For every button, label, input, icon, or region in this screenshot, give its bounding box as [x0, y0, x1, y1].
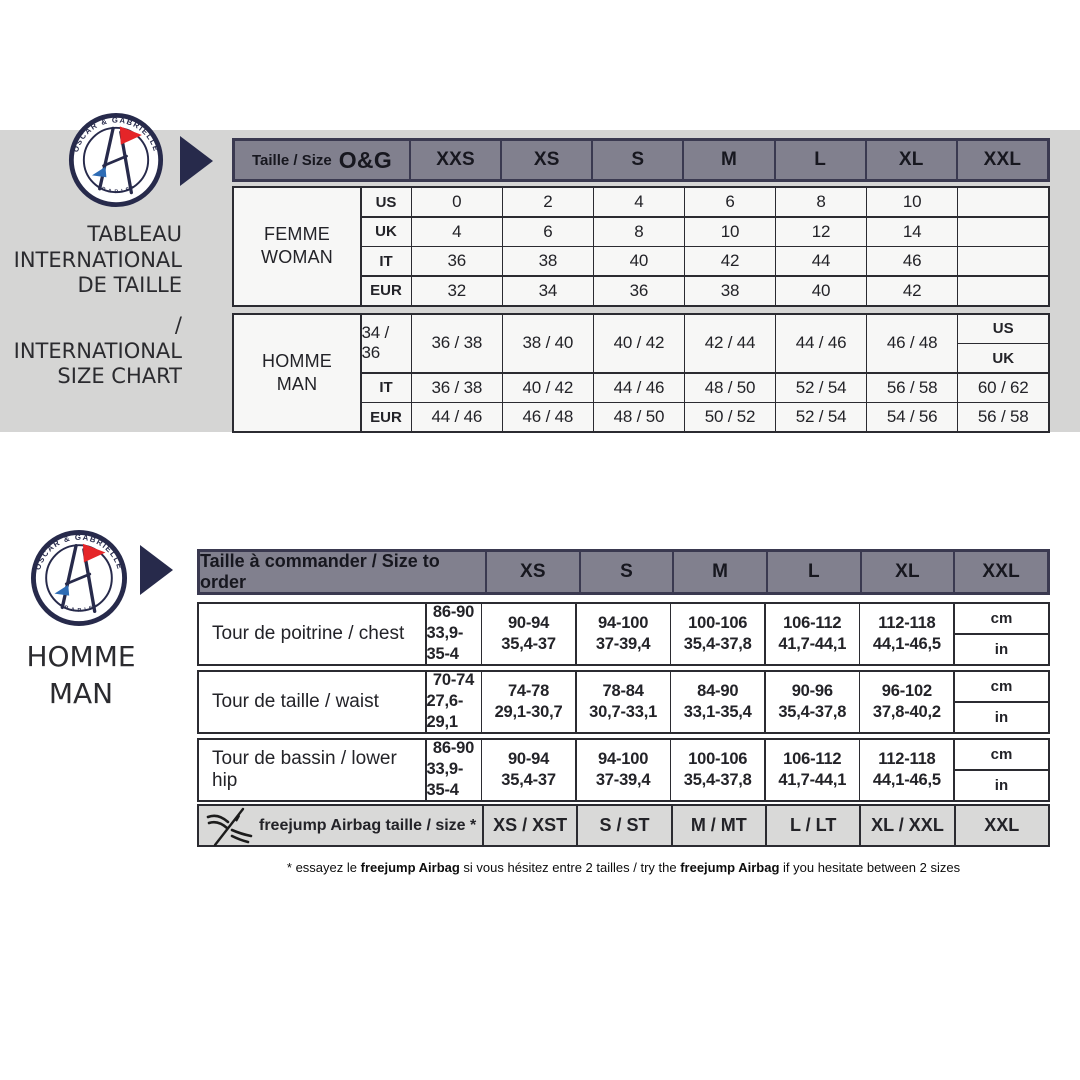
size-hesitation-footnote — [197, 860, 1050, 875]
cm-range: 86-90 — [432, 603, 475, 622]
measurement-value-cell — [482, 604, 575, 664]
footnote-segment: if you hesitate between 2 sizes — [779, 860, 961, 875]
size-column-header: S — [591, 141, 682, 179]
footnote-segment: freejump Airbag — [360, 860, 460, 875]
airbag-label-text: freejump Airbag taille / size * — [259, 816, 477, 834]
footnote-segment: * essayez le — [286, 860, 361, 875]
size-value-cell: 0 — [412, 188, 502, 216]
label-en: MAN — [276, 373, 318, 394]
cm-range: 90-96 — [791, 681, 833, 700]
size-value-cell: 46 — [867, 247, 957, 275]
footnote-segment: freejump Airbag — [680, 860, 780, 875]
size-value-cell: 32 — [412, 277, 502, 305]
measurement-value-cell — [482, 672, 575, 732]
cm-range: 94-100 — [598, 613, 649, 632]
size-value-cell: 46 / 48 — [503, 403, 593, 431]
in-range: 33,9-35-4 — [426, 624, 464, 664]
og-brand-label: O&G — [338, 146, 393, 173]
cm-range: 106-112 — [783, 749, 842, 768]
title-line: SIZE CHART — [57, 364, 182, 388]
size-value-cell: 50 / 52 — [685, 403, 775, 431]
in-range: 44,1-46,5 — [872, 770, 941, 789]
freejump-airbag-row — [197, 804, 1050, 847]
size-value-cell: 40 / 42 — [594, 315, 684, 373]
in-range: 35,4-37 — [501, 770, 556, 789]
cm-range: 100-106 — [688, 613, 748, 632]
measurement-value-cell — [766, 604, 859, 664]
cm-range: 74-78 — [507, 681, 550, 700]
man-label: MAN — [48, 677, 114, 710]
taille-size-label: Taille / Size — [251, 151, 332, 169]
measurement-label: Tour de bassin / lower hip — [199, 740, 425, 800]
measurement-value-cell — [577, 740, 670, 800]
title-line: DE TAILLE — [77, 273, 182, 297]
size-column-header: M — [672, 552, 766, 592]
measurement-value-cell — [766, 672, 859, 732]
woman-row-label — [234, 188, 360, 305]
size-value-cell: 52 / 54 — [776, 403, 866, 431]
size-value-cell: 36 — [412, 247, 502, 275]
airbag-size-cell: XL / XXL — [859, 806, 953, 845]
size-value-cell: 38 / 40 — [503, 315, 593, 373]
measurement-value-cell — [860, 672, 953, 732]
size-value-cell: 36 / 38 — [412, 315, 502, 373]
size-column-header: S — [579, 552, 673, 592]
region-code-cell: EUR — [362, 403, 411, 431]
region-code-cell: US — [958, 315, 1048, 343]
size-value-cell: 40 — [594, 247, 684, 275]
in-range: 33,9-35-4 — [426, 760, 464, 800]
cm-range: 70-74 — [432, 671, 475, 690]
size-value-cell: 52 / 54 — [776, 374, 866, 402]
in-range: 37-39,4 — [595, 770, 651, 789]
size-value-cell: 48 / 50 — [685, 374, 775, 402]
measurement-value-cell — [427, 672, 481, 732]
title-line: TABLEAU — [87, 222, 182, 246]
size-value-cell: 10 — [685, 218, 775, 246]
title-line: INTERNATIONAL — [13, 247, 182, 272]
size-value-cell — [958, 247, 1048, 275]
size-value-cell: 36 / 38 — [412, 374, 502, 402]
in-range: 33,1-35,4 — [683, 702, 752, 721]
unit-cm-cell: cm — [955, 740, 1048, 769]
cm-range: 86-90 — [432, 739, 475, 758]
cm-range: 96-102 — [881, 681, 932, 700]
size-column-header: XL — [860, 552, 954, 592]
title-international-size-chart — [0, 313, 182, 390]
size-value-cell: 38 — [685, 277, 775, 305]
cm-range: 100-106 — [688, 749, 748, 768]
size-value-cell: 34 / 36 — [362, 315, 411, 373]
size-column-header: XS — [485, 552, 579, 592]
man-row-label — [234, 315, 360, 432]
size-value-cell: 56 / 58 — [867, 374, 957, 402]
airbag-size-cell: L / LT — [765, 806, 859, 845]
measurement-label: Tour de taille / waist — [199, 672, 425, 732]
homme-man-title — [0, 638, 162, 712]
cm-range: 78-84 — [602, 681, 644, 700]
size-value-cell: 34 — [503, 277, 593, 305]
measurement-value-cell — [671, 740, 764, 800]
size-value-cell: 8 — [776, 188, 866, 216]
measurement-value-cell — [860, 604, 953, 664]
freejump-dragonfly-icon — [205, 804, 253, 848]
size-value-cell — [958, 277, 1048, 305]
measurement-value-cell — [671, 672, 764, 732]
size-value-cell: 6 — [685, 188, 775, 216]
oscar-gabrielle-logo — [30, 529, 128, 627]
size-value-cell: 48 / 50 — [594, 403, 684, 431]
in-range: 30,7-33,1 — [589, 702, 658, 721]
region-code-cell: US — [362, 188, 411, 216]
arrow-right-icon — [140, 545, 173, 595]
in-range: 41,7-44,1 — [778, 770, 847, 789]
size-column-header: XXS — [409, 141, 500, 179]
in-range: 35,4-37 — [501, 634, 556, 653]
size-value-cell: 56 / 58 — [958, 403, 1048, 431]
size-value-cell: 6 — [503, 218, 593, 246]
unit-cm-cell: cm — [955, 672, 1048, 701]
size-value-cell: 38 — [503, 247, 593, 275]
title-line: / INTERNATIONAL — [13, 313, 182, 363]
cm-range: 90-94 — [507, 613, 550, 632]
airbag-size-cell: M / MT — [671, 806, 765, 845]
measurement-value-cell — [577, 604, 670, 664]
size-column-header: XL — [865, 141, 956, 179]
region-code-cell: IT — [362, 247, 411, 275]
size-column-header: L — [766, 552, 860, 592]
in-range: 35,4-37,8 — [683, 634, 752, 653]
man-sizes-block — [232, 313, 1050, 434]
arrow-right-icon — [180, 136, 213, 186]
measurement-row — [197, 738, 1050, 802]
in-range: 27,6-29,1 — [426, 692, 464, 732]
label-fr: FEMME — [264, 224, 330, 245]
title-tableau-international — [0, 222, 182, 299]
size-value-cell: 40 — [776, 277, 866, 305]
measurement-value-cell — [766, 740, 859, 800]
size-value-cell: 42 / 44 — [685, 315, 775, 373]
oscar-gabrielle-logo — [68, 112, 164, 208]
size-value-cell: 42 — [685, 247, 775, 275]
unit-cm-cell: cm — [955, 604, 1048, 633]
label-fr: HOMME — [262, 350, 332, 371]
airbag-size-cell: S / ST — [576, 806, 670, 845]
size-value-cell: 10 — [867, 188, 957, 216]
size-column-header: XS — [500, 141, 591, 179]
measurement-value-cell — [577, 672, 670, 732]
size-column-header: M — [682, 141, 773, 179]
size-value-cell — [958, 188, 1048, 216]
measurement-table-header — [197, 549, 1050, 595]
airbag-size-cell: XS / XST — [482, 806, 576, 845]
size-value-cell: 42 — [867, 277, 957, 305]
size-value-cell: 4 — [594, 188, 684, 216]
size-value-cell: 46 / 48 — [867, 315, 957, 373]
size-value-cell: 36 — [594, 277, 684, 305]
size-value-cell: 12 — [776, 218, 866, 246]
size-header-label — [235, 141, 409, 179]
size-value-cell: 44 / 46 — [776, 315, 866, 373]
measurement-value-cell — [671, 604, 764, 664]
region-code-cell: UK — [958, 344, 1048, 372]
measurement-label: Tour de poitrine / chest — [199, 604, 425, 664]
region-code-cell: EUR — [362, 277, 411, 305]
region-code-cell: UK — [362, 218, 411, 246]
unit-in-cell: in — [955, 771, 1048, 800]
size-value-cell: 8 — [594, 218, 684, 246]
in-range: 35,4-37,8 — [778, 702, 847, 721]
size-value-cell: 4 — [412, 218, 502, 246]
cm-range: 112-118 — [878, 613, 936, 632]
woman-sizes-block — [232, 186, 1050, 307]
cm-range: 106-112 — [783, 613, 842, 632]
region-code-cell: IT — [362, 374, 411, 402]
in-range: 35,4-37,8 — [683, 770, 752, 789]
measurement-row — [197, 670, 1050, 734]
size-to-order-label: Taille à commander / Size to order — [200, 551, 440, 592]
cm-range: 90-94 — [507, 749, 550, 768]
in-range: 44,1-46,5 — [872, 634, 941, 653]
in-range: 41,7-44,1 — [778, 634, 847, 653]
cm-range: 94-100 — [598, 749, 649, 768]
size-column-header: XXL — [956, 141, 1047, 179]
size-value-cell: 54 / 56 — [867, 403, 957, 431]
size-value-cell: 44 — [776, 247, 866, 275]
in-range: 37-39,4 — [595, 634, 651, 653]
homme-label: HOMME — [26, 640, 136, 673]
in-range: 37,8-40,2 — [872, 702, 941, 721]
measurement-value-cell — [482, 740, 575, 800]
size-column-header: XXL — [953, 552, 1047, 592]
size-table-header — [232, 138, 1050, 182]
size-column-header: L — [774, 141, 865, 179]
size-value-cell: 44 / 46 — [594, 374, 684, 402]
label-en: WOMAN — [261, 247, 333, 268]
measurement-value-cell — [860, 740, 953, 800]
measurement-row — [197, 602, 1050, 666]
in-range: 29,1-30,7 — [494, 702, 563, 721]
size-value-cell: 44 / 46 — [412, 403, 502, 431]
measurement-value-cell — [427, 604, 481, 664]
size-value-cell: 2 — [503, 188, 593, 216]
measurement-value-cell — [427, 740, 481, 800]
size-value-cell: 14 — [867, 218, 957, 246]
footnote-segment: si vous hésitez entre 2 tailles / try the — [459, 860, 681, 875]
unit-in-cell: in — [955, 635, 1048, 664]
airbag-row-label — [199, 806, 482, 845]
airbag-size-cell: XXL — [954, 806, 1048, 845]
international-size-table — [232, 138, 1050, 433]
cm-range: 112-118 — [878, 749, 936, 768]
size-value-cell: 40 / 42 — [503, 374, 593, 402]
size-value-cell — [958, 218, 1048, 246]
cm-range: 84-90 — [697, 681, 739, 700]
unit-in-cell: in — [955, 703, 1048, 732]
size-value-cell: 60 / 62 — [958, 374, 1048, 402]
